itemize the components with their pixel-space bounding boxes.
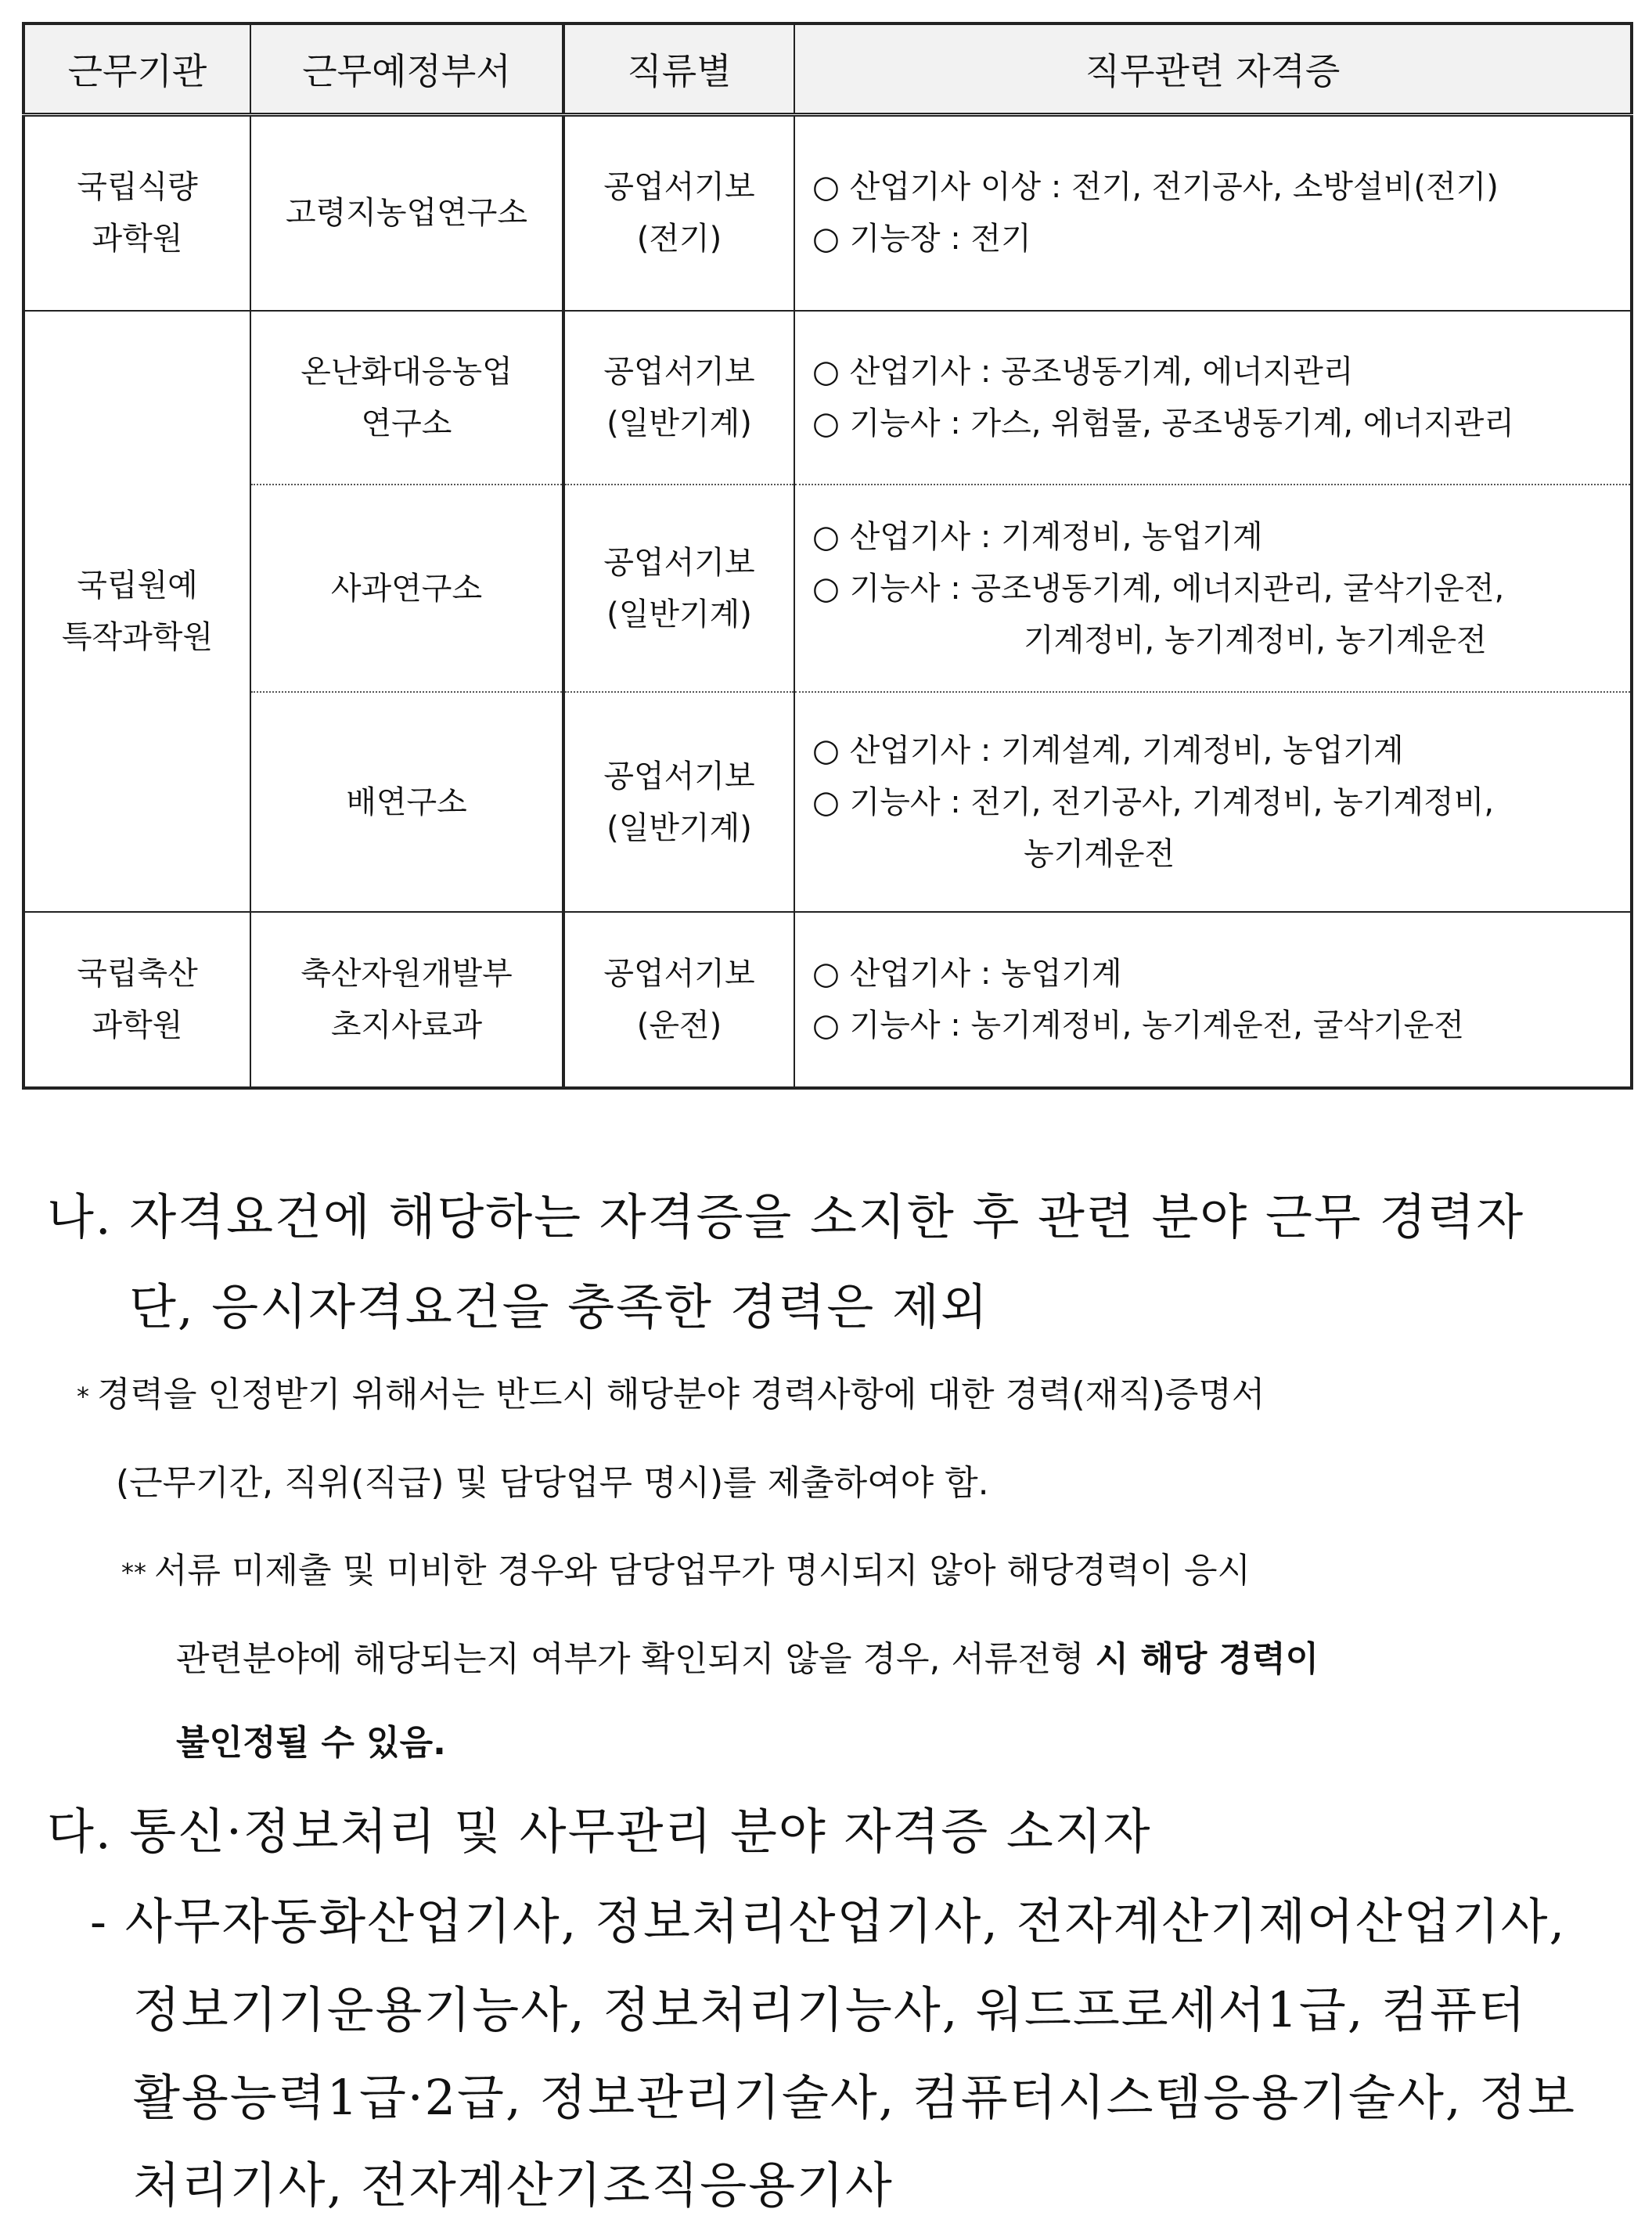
dept-cell: 배연구소: [250, 692, 563, 911]
note-2-line1: 서류 미제출 및 미비한 경우와 담당업무가 명시되지 않아 해당경력이 응시: [154, 1551, 1251, 1591]
note-2-line3: 불인정될 수 있음.: [176, 1723, 446, 1763]
cert-cell: [794, 115, 1632, 311]
cert-line: ○ 기능장 : 전기: [812, 221, 1031, 258]
cert-line: ○ 기능사 : 공조냉동기계, 에너지관리, 굴삭기운전,: [812, 570, 1505, 607]
note-1-line2: (근무기간, 직위(직급) 및 담당업무 명시)를 제출하여야 함.: [116, 1463, 989, 1503]
cert-line: ○ 기능사 : 가스, 위험물, 공조냉동기계, 에너지관리: [812, 405, 1514, 441]
note-marker: **: [121, 1558, 146, 1587]
section-na-line2: 단, 응시자격요건을 충족한 경력은 제외: [129, 1278, 989, 1335]
cert-cell: [794, 485, 1632, 692]
cert-cell: [794, 692, 1632, 911]
category-cell: 공업서기보 (일반기계): [563, 311, 794, 485]
header-category: 직류별: [563, 23, 794, 115]
section-da-title: 다. 통신·정보처리 및 사무관리 분야 자격증 소지자: [47, 1803, 1152, 1860]
category-cell: 공업서기보 (운전): [563, 912, 794, 1088]
dept-cell: 사과연구소: [250, 485, 563, 692]
cert-line: ○ 기능사 : 전기, 전기공사, 기계정비, 농기계정비,: [812, 784, 1495, 820]
org-cell: 국립식량 과학원: [23, 115, 250, 311]
note-2: [121, 1542, 1608, 1592]
header-certs: 직무관련 자격증: [794, 23, 1632, 115]
cert-line: ○ 산업기사 이상 : 전기, 전기공사, 소방설비(전기): [812, 169, 1499, 206]
cert-line: ○ 산업기사 : 농업기계: [812, 955, 1122, 992]
table-row: [23, 115, 1632, 311]
qualification-table: [22, 22, 1633, 1090]
section-na-line1: 나. 자격요건에 해당하는 자격증을 소지한 후 관련 분야 근무 경력자: [47, 1188, 1525, 1245]
cert-line: 기계정비, 농기계정비, 농기계운전: [1024, 622, 1487, 658]
table-header-row: [23, 23, 1632, 115]
category-cell: 공업서기보 (전기): [563, 115, 794, 311]
dept-cell: 온난화대응농업 연구소: [250, 311, 563, 485]
section-da-line: 처리기사, 전자계산기조직응용기사: [133, 2157, 894, 2214]
section-da-line: - 사무자동화산업기사, 정보처리산업기사, 전자계산기제어산업기사,: [90, 1893, 1567, 1950]
category-cell: 공업서기보 (일반기계): [563, 485, 794, 692]
cert-line: 농기계운전: [1024, 835, 1175, 872]
cert-line: ○ 산업기사 : 공조냉동기계, 에너지관리: [812, 353, 1354, 390]
note-marker: *: [77, 1382, 89, 1411]
header-dept: 근무예정부서: [250, 23, 563, 115]
dept-cell: 축산자원개발부 초지사료과: [250, 912, 563, 1088]
dept-cell: 고령지농업연구소: [250, 115, 563, 311]
note-1-line1: 경력을 인정받기 위해서는 반드시 해당분야 경력사항에 대한 경력(재직)증명서: [97, 1375, 1265, 1414]
cert-cell: [794, 311, 1632, 485]
table-row: [23, 311, 1632, 485]
cert-cell: [794, 912, 1632, 1088]
table-row: [23, 912, 1632, 1088]
org-cell: 국립축산 과학원: [23, 912, 250, 1088]
table-row: [23, 485, 1632, 692]
section-da-line: 정보기기운용기능사, 정보처리기능사, 워드프로세서1급, 컴퓨터: [133, 1981, 1527, 2038]
category-cell: 공업서기보 (일반기계): [563, 692, 794, 911]
org-cell: 국립원예 특작과학원: [23, 311, 250, 912]
section-da-line: 활용능력1급·2급, 정보관리기술사, 컴퓨터시스템응용기술사, 정보: [133, 2069, 1577, 2126]
cert-line: ○ 기능사 : 농기계정비, 농기계운전, 굴삭기운전: [812, 1007, 1464, 1043]
header-org: 근무기관: [23, 23, 250, 115]
cert-line: ○ 산업기사 : 기계정비, 농업기계: [812, 518, 1263, 555]
note-2-line2: 관련분야에 해당되는지 여부가 확인되지 않을 경우, 서류전형 시 해당 경력이: [176, 1639, 1319, 1679]
note-1: [77, 1366, 1611, 1416]
table-row: [23, 692, 1632, 911]
cert-line: ○ 산업기사 : 기계설계, 기계정비, 농업기계: [812, 732, 1404, 769]
